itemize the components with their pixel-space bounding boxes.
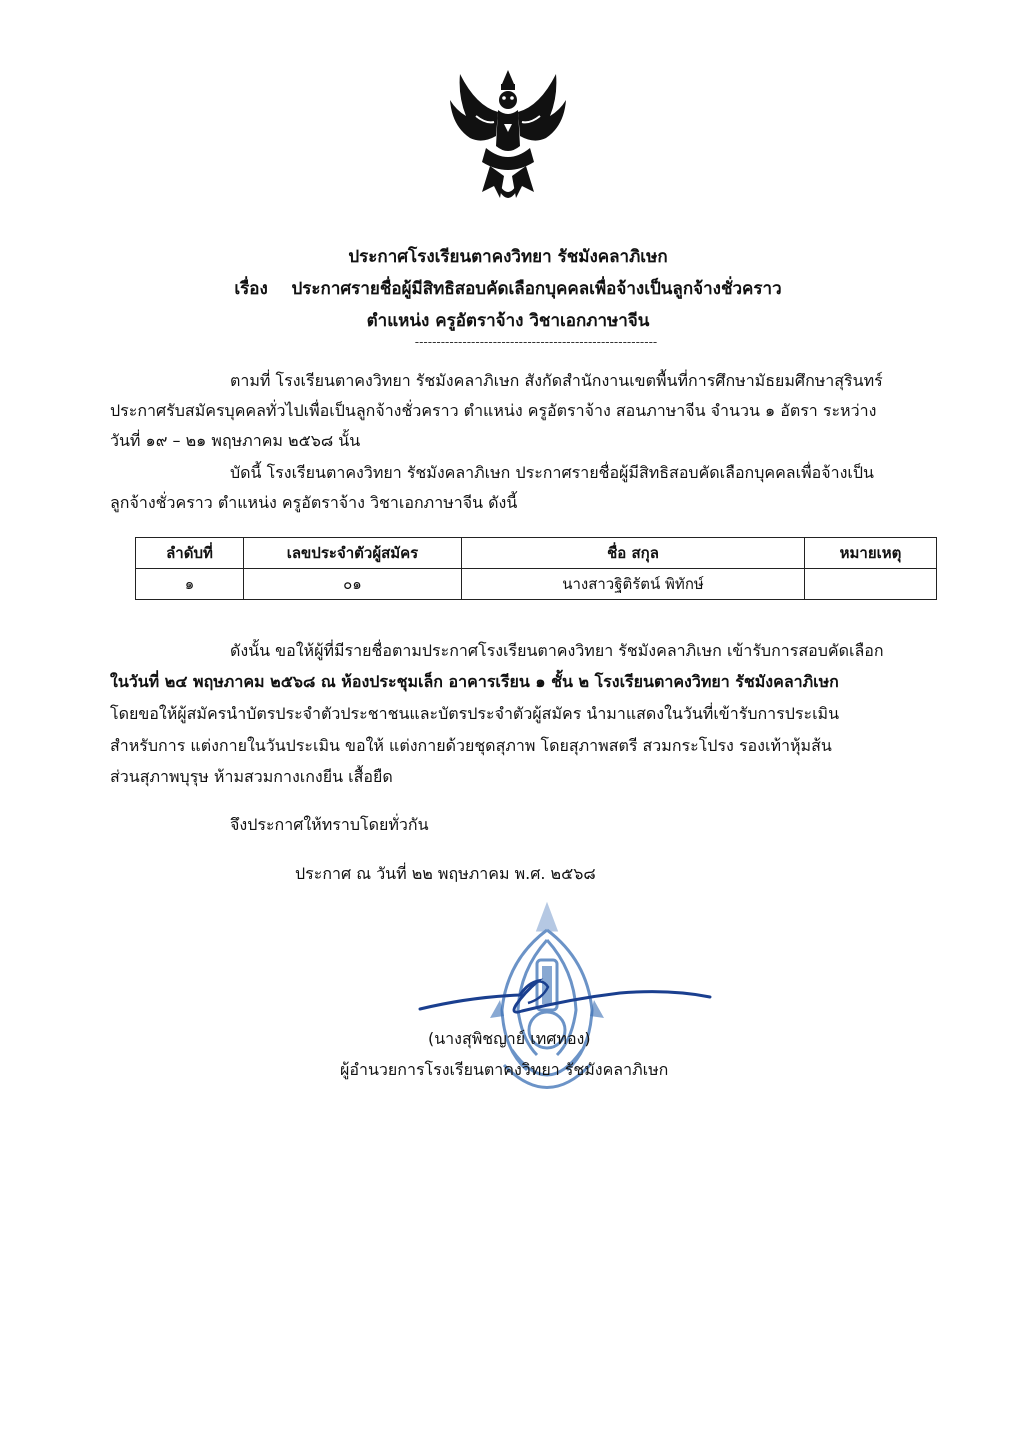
paragraph1-line2: ประกาศรับสมัครบุคคลทั่วไปเพื่อเป็นลูกจ้างชั่วคราว ตำแหน่ง ครูอัตราจ้าง สอนภาษาจีน จำนวน ๑ อัตรา ระหว่าง <box>110 401 877 420</box>
closing-statement: จึงประกาศให้ทราบโดยทั่วกัน <box>230 815 429 834</box>
header-applicant-id: เลขประจำตัวผู้สมัคร <box>244 538 462 569</box>
cell-full-name: นางสาวฐิติรัตน์ พิทักษ์ <box>462 569 805 600</box>
position-title: ตำแหน่ง ครูอัตราจ้าง วิชาเอกภาษาจีน <box>366 311 650 331</box>
header-order: ลำดับที่ <box>136 538 244 569</box>
signatory-position: ผู้อำนวยการโรงเรียนตาคงวิทยา รัชมังคลาภิเษก <box>340 1060 669 1079</box>
subject-label: เรื่อง <box>234 279 268 299</box>
paragraph3-line5: ส่วนสุภาพบุรุษ ห้ามสวมกางเกงยีน เสื้อยืด <box>110 767 393 786</box>
paragraph3-line3: โดยขอให้ผู้สมัครนำบัตรประจำตัวประชาชนและบัตรประจำตัวผู้สมัคร นำมาแสดงในวันที่เข้ารับการประเมิน <box>110 704 840 723</box>
paragraph1-line1: ตามที่ โรงเรียนตาคงวิทยา รัชมังคลาภิเษก สังกัดสำนักงานเขตพื้นที่การศึกษามัธยมศึกษาสุรินทร์ <box>230 371 883 390</box>
paragraph3-line1: ดังนั้น ขอให้ผู้ที่มีรายชื่อตามประกาศโรงเรียนตาคงวิทยา รัชมังคลาภิเษก เข้ารับการสอบคัดเลือก <box>230 641 884 660</box>
candidate-table <box>135 537 937 600</box>
paragraph3-line2: ในวันที่ ๒๔ พฤษภาคม ๒๕๖๘ ณ ห้องประชุมเล็ก อาคารเรียน ๑ ชั้น ๒ โรงเรียนตาคงวิทยา รัชมังคลาภิเษก <box>110 672 839 691</box>
table-header-row <box>136 538 937 569</box>
signatory-name: (นางสุพิชญาย์ เทศทอง) <box>428 1029 591 1048</box>
paragraph2-line1: บัดนี้ โรงเรียนตาคงวิทยา รัชมังคลาภิเษก ประกาศรายชื่อผู้มีสิทธิสอบคัดเลือกบุคคลเพื่อจ้างเป็น <box>230 463 874 482</box>
header-remark: หมายเหตุ <box>805 538 937 569</box>
cell-order: ๑ <box>136 569 244 600</box>
garuda-emblem-icon <box>446 66 570 208</box>
header-full-name: ชื่อ สกุล <box>462 538 805 569</box>
paragraph3-line4: สำหรับการ แต่งกายในวันประเมิน ขอให้ แต่งกายด้วยชุดสุภาพ โดยสุภาพสตรี สวมกระโปรง รองเท้าหุ้มส้น <box>110 736 832 755</box>
cell-remark <box>805 569 937 600</box>
announcement-subject <box>0 272 1016 306</box>
divider-line: -------------------------------------------------------- <box>414 335 658 349</box>
announcement-date: ประกาศ ณ วันที่ ๒๒ พฤษภาคม พ.ศ. ๒๕๖๘ <box>295 864 596 883</box>
announcement-title: ประกาศโรงเรียนตาคงวิทยา รัชมังคลาภิเษก <box>348 247 668 267</box>
paragraph2-line2: ลูกจ้างชั่วคราว ตำแหน่ง ครูอัตราจ้าง วิชาเอกภาษาจีน ดังนี้ <box>110 493 518 512</box>
table-row <box>136 569 937 600</box>
paragraph1-line3: วันที่ ๑๙ – ๒๑ พฤษภาคม ๒๕๖๘ นั้น <box>110 431 361 450</box>
cell-applicant-id: ๐๑ <box>244 569 462 600</box>
subject-text: ประกาศรายชื่อผู้มีสิทธิสอบคัดเลือกบุคคลเพื่อจ้างเป็นลูกจ้างชั่วคราว <box>291 279 782 299</box>
